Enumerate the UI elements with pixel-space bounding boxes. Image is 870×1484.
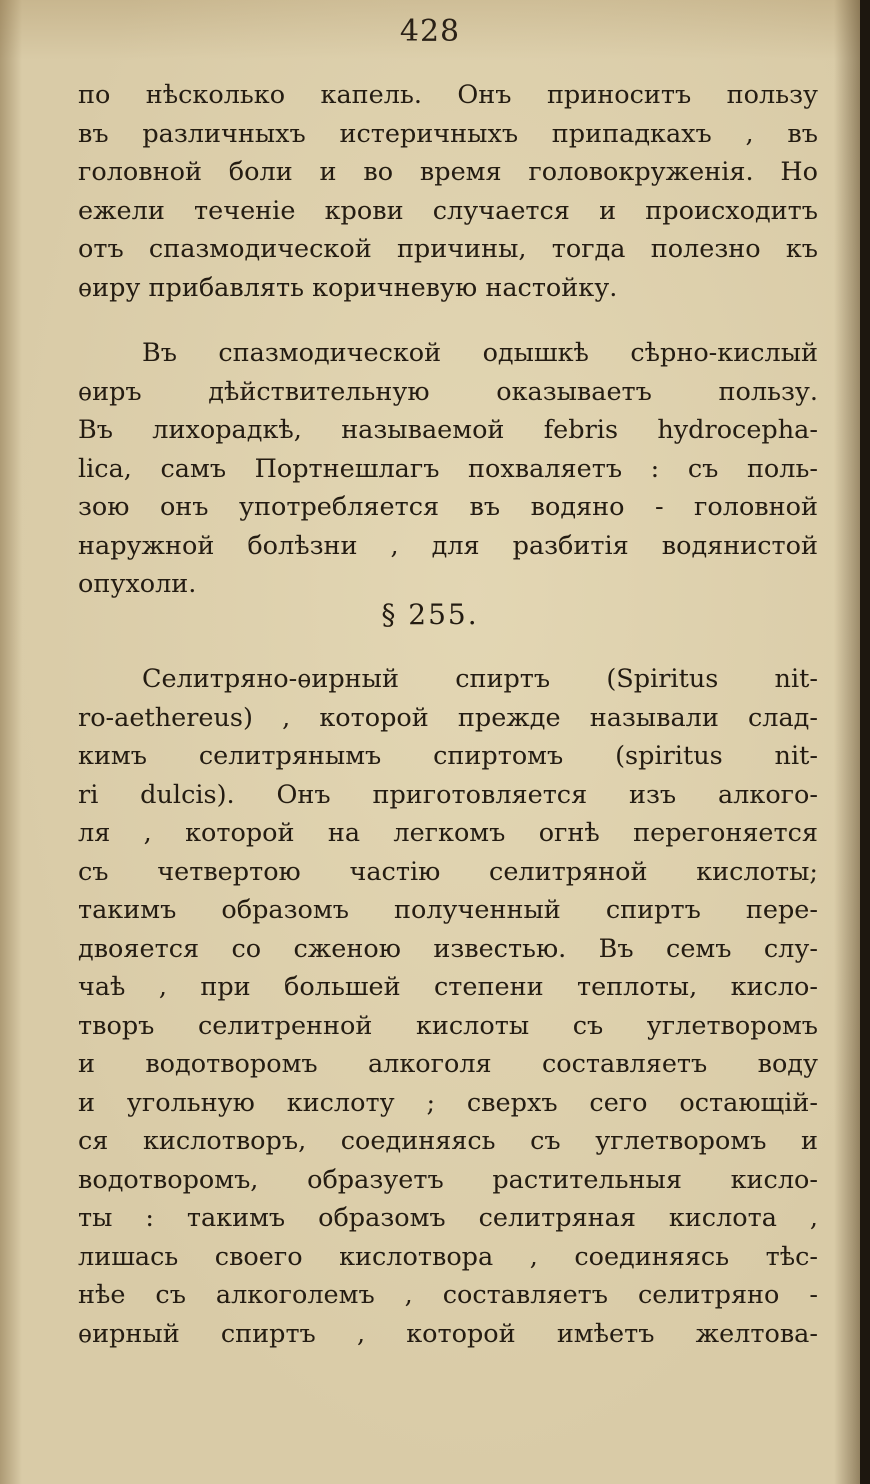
text-line: опухоли. xyxy=(78,569,197,599)
section-heading: § 255. xyxy=(381,598,479,631)
text-line: Въ лихорадкѣ, называемой febris hydrocepha- xyxy=(78,415,818,445)
text-line: отъ спазмодической причины, тогда полезно къ xyxy=(78,234,818,264)
text-line: зою онъ употребляется въ водяно - головной xyxy=(78,492,818,522)
text-line: кимъ селитрянымъ спиртомъ (spiritus nit- xyxy=(78,741,818,771)
text-line: водотворомъ, образуетъ растительныя кисло- xyxy=(78,1164,818,1195)
text-line: ты : такимъ образомъ селитряная кислота , xyxy=(78,1203,818,1233)
text-line: ri dulcis). Онъ приготовляется изъ алкого- xyxy=(78,779,818,810)
text-line: чаѣ , при большей степени теплоты, кисло- xyxy=(78,972,818,1002)
text-line: и угольную кислоту ; сверхъ сего остающій- xyxy=(78,1087,818,1118)
text-line: ѳиръ дѣйствительную оказываетъ пользу. xyxy=(78,376,818,407)
text-line: Въ спазмодической одышкѣ сѣрно-кислый xyxy=(142,338,818,368)
text-line: головной боли и во время головокруженія. Но xyxy=(78,157,818,187)
paragraph-3 xyxy=(78,660,818,1353)
text-line: Селитряно-ѳирный спиртъ (Spiritus nit- xyxy=(142,664,818,694)
paragraph-2 xyxy=(78,334,818,604)
text-line: наружной болѣзни , для разбитія водянистой xyxy=(78,530,818,561)
text-line: ѳирный спиртъ , которой имѣетъ желтова- xyxy=(78,1318,818,1349)
text-line: съ четвертою частію селитряной кислоты; xyxy=(78,856,818,887)
book-edge xyxy=(860,0,870,1484)
text-line: лишась своего кислотвора , соединяясь тѣс- xyxy=(78,1241,818,1272)
text-line: ежели теченіе крови случается и происходитъ xyxy=(78,195,818,226)
text-line: такимъ образомъ полученный спиртъ пере- xyxy=(78,895,818,925)
text-line: lica, самъ Портнешлагъ похваляетъ : съ поль- xyxy=(78,453,818,484)
page-number: 428 xyxy=(399,14,461,49)
text-line: нѣе съ алкоголемъ , составляетъ селитряно - xyxy=(78,1280,818,1310)
text-line: и водотворомъ алкоголя составляетъ воду xyxy=(78,1049,818,1079)
text-line: творъ селитренной кислоты съ углетворомъ xyxy=(78,1010,818,1041)
text-line: ro-aethereus) , которой прежде называли слад- xyxy=(78,702,818,733)
text-line: въ различныхъ истеричныхъ припадкахъ , въ xyxy=(78,118,818,149)
text-line: ся кислотворъ, соединяясь съ углетворомъ и xyxy=(78,1126,818,1156)
text-line: по нѣсколько капель. Онъ приноситъ пользу xyxy=(78,80,818,110)
paragraph-1 xyxy=(78,76,818,307)
text-line: двояется со сженою известью. Въ семъ слу- xyxy=(78,933,818,964)
text-line: ѳиру прибавлять коричневую настойку. xyxy=(78,272,618,303)
text-line: ля , которой на легкомъ огнѣ перегоняется xyxy=(78,818,818,848)
